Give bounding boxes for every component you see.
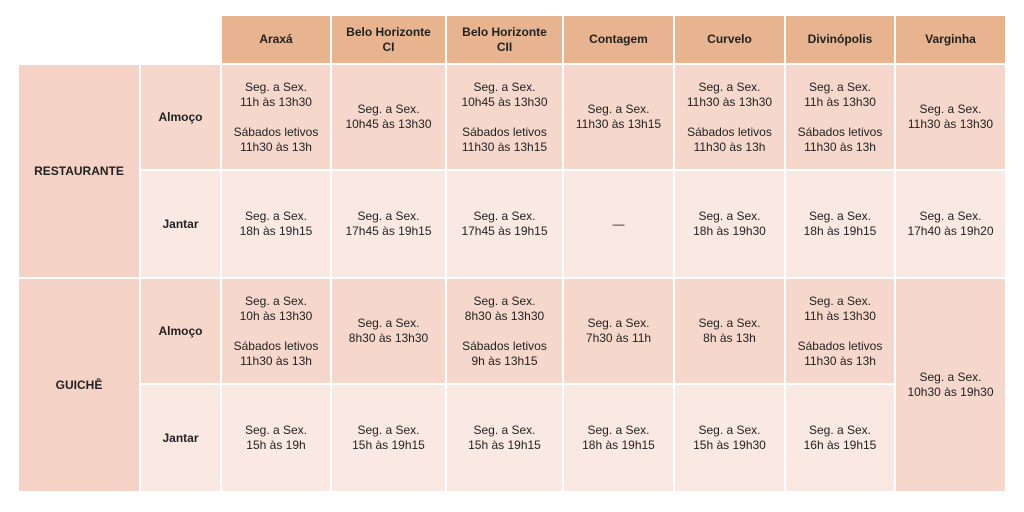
- schedule-line: Seg. a Sex.: [698, 316, 761, 330]
- column-header-contagem: [564, 16, 673, 63]
- schedule-line: Seg. a Sex.: [698, 423, 761, 437]
- header-row: [19, 16, 1005, 63]
- schedule-cell: [332, 279, 445, 383]
- schedule-line: 8h30 às 13h30: [348, 331, 429, 345]
- schedule-line: 11h às 13h30: [240, 94, 312, 109]
- row-label-almoco: Almoço: [141, 65, 220, 169]
- schedule-line: 7h30 às 11h: [585, 331, 652, 345]
- schedule-line: CII: [496, 39, 513, 54]
- column-header-varginha: [896, 16, 1005, 63]
- schedule-line: 10h45 às 13h30: [345, 117, 432, 131]
- schedule-line: Seg. a Sex.: [919, 209, 982, 223]
- schedule-line: 8h às 13h: [703, 331, 756, 345]
- schedule-line: 18h às 19h15: [582, 438, 655, 452]
- schedule-line: 11h30 às 13h: [693, 139, 766, 154]
- schedule-cell: [222, 385, 330, 491]
- schedule-cell: [675, 279, 784, 383]
- schedule-line: Sábados letivos: [462, 338, 547, 353]
- restaurante-jantar-row: [19, 171, 1005, 277]
- schedule-line: Seg. a Sex.: [244, 79, 308, 94]
- schedule-table: [17, 14, 1007, 493]
- schedule-cell: [564, 385, 673, 491]
- schedule-cell: [222, 65, 330, 169]
- column-header-bh-cii: [447, 16, 562, 63]
- schedule-line: 11h às 13h30: [804, 94, 876, 109]
- schedule-cell: [786, 385, 894, 491]
- schedule-line: Seg. a Sex.: [244, 423, 308, 437]
- schedule-line: Seg. a Sex.: [808, 79, 872, 94]
- schedule-line: Seg. a Sex.: [919, 102, 982, 116]
- row-label-jantar: Jantar: [141, 171, 220, 277]
- schedule-cell: [222, 171, 330, 277]
- schedule-line: 8h30 às 13h30: [464, 308, 545, 323]
- column-header-divinopolis: [786, 16, 894, 63]
- schedule-line: 15h às 19h15: [352, 438, 425, 452]
- schedule-line: Seg. a Sex.: [473, 293, 536, 308]
- schedule-cell: [447, 279, 562, 383]
- schedule-cell: [896, 65, 1005, 169]
- schedule-line: 11h30 às 13h30: [907, 117, 994, 131]
- schedule-line: 11h30 às 13h30: [686, 94, 773, 109]
- schedule-line: Sábados letivos: [233, 338, 319, 353]
- line-spacer: [222, 324, 330, 339]
- schedule-line: 10h45 às 13h30: [461, 94, 548, 109]
- line-spacer: [222, 110, 330, 125]
- schedule-line: Belo Horizonte: [462, 24, 547, 39]
- schedule-cell: [786, 171, 894, 277]
- schedule-cell: [786, 65, 894, 169]
- schedule-line: 18h às 19h15: [239, 224, 313, 238]
- schedule-line: Seg. a Sex.: [919, 370, 982, 384]
- schedule-cell: [222, 279, 330, 383]
- schedule-line: Seg. a Sex.: [244, 209, 308, 223]
- column-header-curvelo: [675, 16, 784, 63]
- schedule-line: Sábados letivos: [233, 124, 319, 139]
- schedule-cell: [675, 65, 784, 169]
- schedule-line: 11h30 às 13h: [240, 353, 312, 368]
- schedule-cell: [447, 65, 562, 169]
- schedule-line: 18h às 19h30: [693, 224, 766, 238]
- schedule-cell: [786, 279, 894, 383]
- restaurante-almoco-row: [19, 65, 1005, 169]
- header-blank-cell: [19, 16, 220, 63]
- line-spacer: [675, 110, 784, 125]
- schedule-line: 18h às 19h15: [803, 224, 877, 238]
- schedule-line: Seg. a Sex.: [357, 423, 420, 437]
- guiche-jantar-row: [19, 385, 1005, 491]
- schedule-line: Seg. a Sex.: [698, 209, 761, 223]
- schedule-line: 15h às 19h: [246, 438, 306, 452]
- schedule-line: Seg. a Sex.: [244, 293, 308, 308]
- line-spacer: [447, 110, 562, 125]
- schedule-line: 10h30 às 19h30: [907, 385, 994, 399]
- schedule-cell: [675, 385, 784, 491]
- schedule-line: 11h30 às 13h15: [575, 117, 662, 131]
- schedule-line: Seg. a Sex.: [473, 79, 536, 94]
- schedule-cell-merged: [896, 279, 1005, 491]
- line-spacer: [786, 110, 894, 125]
- schedule-line: Seg. a Sex.: [587, 316, 650, 330]
- schedule-line: Seg. a Sex.: [587, 423, 650, 437]
- row-label-almoco: Almoço: [141, 279, 220, 383]
- schedule-line: Sábados letivos: [797, 124, 883, 139]
- line-spacer: [447, 324, 562, 339]
- schedule-line: 17h40 às 19h20: [907, 224, 994, 238]
- guiche-almoco-row: [19, 279, 1005, 383]
- line-spacer: [786, 324, 894, 339]
- schedule-line: Seg. a Sex.: [808, 209, 872, 223]
- schedule-line: 10h às 13h30: [239, 308, 313, 323]
- column-header-bh-ci: [332, 16, 445, 63]
- schedule-cell: [447, 171, 562, 277]
- row-label-jantar: Jantar: [141, 385, 220, 491]
- schedule-cell: [675, 171, 784, 277]
- schedule-line: Sábados letivos: [687, 124, 772, 139]
- schedule-line: 15h às 19h30: [693, 438, 766, 452]
- schedule-line: 11h30 às 13h: [804, 353, 876, 368]
- schedule-cell: [564, 65, 673, 169]
- schedule-line: CI: [382, 39, 395, 54]
- schedule-line: 11h30 às 13h: [804, 139, 876, 154]
- schedule-line: 17h45 às 19h15: [345, 224, 432, 238]
- schedule-line: —: [612, 216, 625, 231]
- schedule-line: 11h às 13h30: [804, 308, 876, 323]
- schedule-line: Seg. a Sex.: [357, 102, 420, 116]
- schedule-line: Sábados letivos: [797, 338, 883, 353]
- schedule-line: Contagem: [589, 32, 648, 46]
- schedule-line: Seg. a Sex.: [357, 209, 420, 223]
- schedule-line: Seg. a Sex.: [808, 423, 872, 437]
- schedule-line: 11h30 às 13h15: [461, 139, 548, 154]
- schedule-line: 9h às 13h15: [471, 353, 538, 368]
- schedule-line: Curvelo: [707, 32, 752, 46]
- schedule-line: Belo Horizonte: [346, 24, 431, 39]
- group-label-guiche: GUICHÊ: [19, 279, 139, 491]
- schedule-line: Seg. a Sex.: [357, 316, 420, 330]
- schedule-line: 16h às 19h15: [803, 438, 877, 452]
- schedule-cell: [332, 171, 445, 277]
- schedule-cell: [332, 65, 445, 169]
- schedule-line: Seg. a Sex.: [808, 293, 872, 308]
- schedule-line: Divinópolis: [807, 32, 873, 46]
- schedule-line: Seg. a Sex.: [473, 209, 536, 223]
- schedule-line: 11h30 às 13h: [240, 139, 312, 154]
- schedule-line: Araxá: [259, 32, 293, 46]
- column-header-araxa: [222, 16, 330, 63]
- schedule-line: 17h45 às 19h15: [461, 224, 548, 238]
- schedule-cell: [332, 385, 445, 491]
- schedule-line: Seg. a Sex.: [587, 102, 650, 116]
- schedule-cell: [447, 385, 562, 491]
- schedule-cell: [564, 171, 673, 277]
- group-label-restaurante: RESTAURANTE: [19, 65, 139, 277]
- schedule-cell: [564, 279, 673, 383]
- schedule-line: Varginha: [925, 32, 976, 46]
- schedule-line: Seg. a Sex.: [698, 79, 761, 94]
- schedule-line: Seg. a Sex.: [473, 423, 536, 437]
- schedule-line: 15h às 19h15: [468, 438, 541, 452]
- schedule-cell: [896, 171, 1005, 277]
- schedule-line: Sábados letivos: [462, 124, 547, 139]
